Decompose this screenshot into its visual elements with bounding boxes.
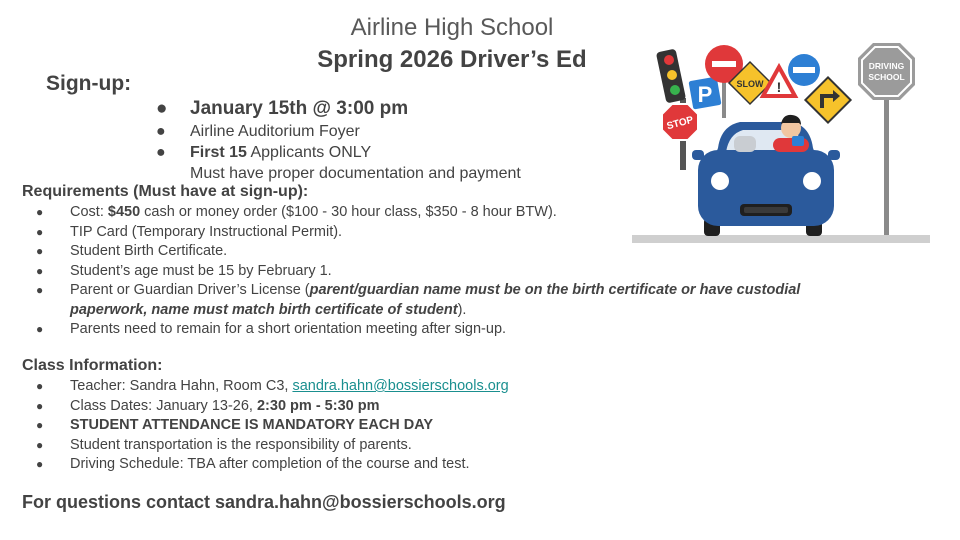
bullet: ● — [36, 437, 44, 452]
license-condition-1: parent/guardian name must be on the birth certificate or have custodial — [309, 282, 801, 298]
road-icon — [632, 235, 930, 243]
list-item — [22, 397, 509, 417]
list-item — [22, 281, 800, 301]
driving-label: DRIVING — [868, 61, 905, 71]
teacher-label: Teacher: Sandra Hahn, Room C3, — [70, 378, 293, 394]
school-title: Airline High School — [350, 14, 554, 41]
transportation-note: Student transportation is the responsibility of parents. — [70, 436, 412, 453]
bullet: ● — [36, 224, 44, 239]
license-condition-2: paperwork, name must match birth certificate of student — [70, 301, 458, 318]
bullet: ● — [156, 98, 168, 119]
bullet: ● — [36, 322, 44, 336]
signup-location: Airline Auditorium Foyer — [190, 123, 360, 140]
list-item-continuation — [22, 301, 800, 321]
license-close: ). — [457, 301, 467, 318]
bullet: ● — [36, 398, 44, 413]
bullet: ● — [156, 123, 166, 140]
driving-school-sign-icon — [858, 43, 915, 235]
cost-amount: $450 — [107, 204, 141, 220]
driving-schedule: Driving Schedule: TBA after completion of the course and test. — [70, 456, 470, 472]
list-item — [22, 416, 509, 436]
signup-date-item — [156, 96, 521, 121]
signup-heading: Sign-up: — [46, 72, 132, 95]
list-item — [22, 320, 800, 340]
cost-label: Cost: — [70, 204, 108, 220]
bullet: ● — [36, 283, 44, 297]
bullet: ● — [36, 379, 44, 393]
list-item — [22, 262, 800, 282]
list-item — [22, 436, 509, 456]
turn-sign-icon — [805, 77, 850, 122]
blue-round-sign-icon — [788, 54, 820, 86]
class-info-list — [22, 377, 509, 475]
birth-certificate: Student Birth Certificate. — [70, 243, 228, 259]
driving-school-illustration — [628, 38, 934, 246]
attendance-notice: STUDENT ATTENDANCE IS MANDATORY EACH DAY — [70, 417, 434, 433]
cost-details: cash or money order ($100 - 30 hour class, $350 - 8 hour BTW). — [140, 204, 557, 220]
requirements-heading: Requirements (Must have at sign-up): — [22, 183, 309, 200]
applicants-limit: First 15 — [190, 144, 247, 161]
signup-note-item — [156, 163, 521, 184]
signup-note: Must have proper documentation and payment — [190, 165, 521, 182]
license-label: Parent or Guardian Driver’s License ( — [70, 282, 310, 298]
tip-card: TIP Card (Temporary Instructional Permit). — [70, 223, 343, 240]
school-label: SCHOOL — [868, 72, 905, 82]
class-info-heading: Class Information: — [22, 357, 163, 374]
bullet: ● — [36, 418, 44, 432]
list-item — [22, 377, 509, 397]
warning-label: ! — [776, 79, 782, 95]
signup-list — [156, 96, 521, 184]
parking-label: P — [697, 82, 713, 107]
signup-date: January 15th @ 3:00 pm — [190, 98, 409, 119]
slow-label: SLOW — [736, 79, 764, 89]
bullet: ● — [36, 457, 44, 471]
teacher-email-link[interactable]: sandra.hahn@bossierschools.org — [292, 378, 509, 394]
signup-location-item — [156, 121, 521, 142]
course-title: Spring 2026 Driver’s Ed — [317, 46, 587, 73]
bullet: ● — [156, 144, 166, 161]
list-item — [22, 455, 509, 475]
bullet: ● — [36, 244, 44, 258]
bullet: ● — [36, 263, 44, 278]
age-requirement: Student’s age must be 15 by February 1. — [70, 262, 332, 279]
stop-label: STOP — [665, 114, 695, 133]
car-icon — [692, 122, 840, 236]
orientation: Parents need to remain for a short orientation meeting after sign-up. — [70, 321, 507, 337]
class-time: 2:30 pm - 5:30 pm — [256, 397, 380, 414]
signup-applicants-item — [156, 142, 521, 163]
applicants-text: Applicants ONLY — [246, 144, 372, 161]
bullet: ● — [36, 205, 44, 219]
class-dates: Class Dates: January 13-26, — [70, 397, 257, 414]
contact-line: For questions contact sandra.hahn@bossierschools.org — [22, 492, 506, 512]
